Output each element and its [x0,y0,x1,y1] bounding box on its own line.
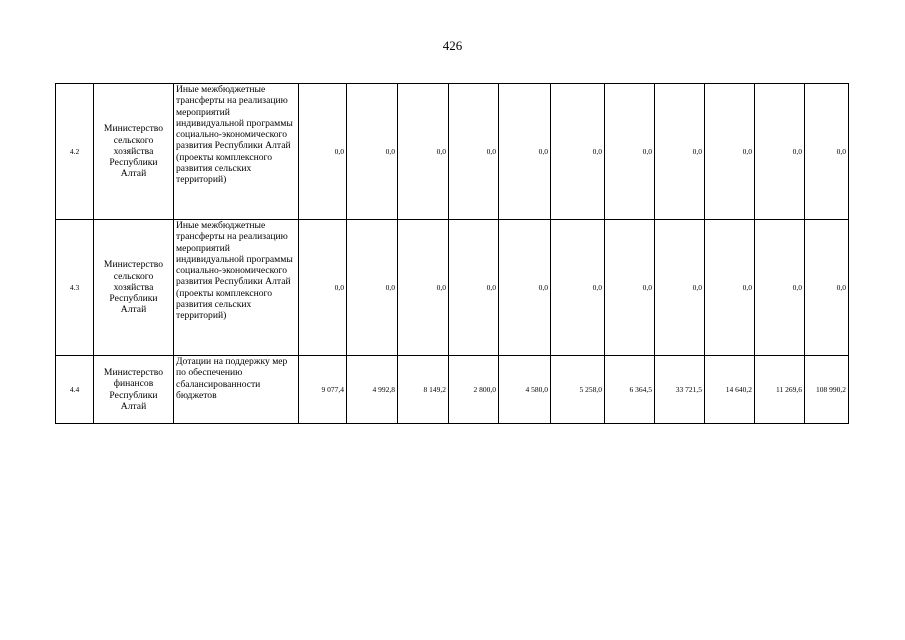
organization-cell: Министерство сельского хозяйства Республики Алтай [94,220,174,356]
description-cell: Иные межбюджетные трансферты на реализацию мероприятий индивидуальной программы социально-экономического развития Республики Алтай (проекты комплексного развития сельских территорий) [174,220,299,356]
value-cell: 0,0 [705,220,755,356]
row-number: 4.4 [56,356,94,424]
value-cell: 0,0 [299,220,347,356]
value-cell: 0,0 [499,220,551,356]
value-cell: 0,0 [299,84,347,220]
value-cell: 4 580,0 [499,356,551,424]
value-cell: 0,0 [347,84,398,220]
table-row [56,356,849,424]
budget-table [55,83,849,424]
value-cell: 0,0 [347,220,398,356]
value-cell: 2 800,0 [449,356,499,424]
value-cell: 4 992,8 [347,356,398,424]
description-cell: Иные межбюджетные трансферты на реализацию мероприятий индивидуальной программы социально-экономического развития Республики Алтай (проекты комплексного развития сельских территорий) [174,84,299,220]
organization-cell: Министерство финансов Республики Алтай [94,356,174,424]
value-cell: 14 640,2 [705,356,755,424]
value-cell: 0,0 [605,220,655,356]
value-cell: 5 258,0 [551,356,605,424]
value-cell: 0,0 [605,84,655,220]
value-cell: 11 269,6 [755,356,805,424]
value-cell: 0,0 [805,220,849,356]
value-cell: 8 149,2 [398,356,449,424]
value-cell: 0,0 [551,84,605,220]
value-cell: 6 364,5 [605,356,655,424]
value-cell: 0,0 [755,220,805,356]
value-cell: 0,0 [755,84,805,220]
value-cell: 9 077,4 [299,356,347,424]
value-cell: 0,0 [805,84,849,220]
table-row [56,220,849,356]
value-cell: 0,0 [655,84,705,220]
row-number: 4.2 [56,84,94,220]
row-number: 4.3 [56,220,94,356]
value-cell: 0,0 [655,220,705,356]
value-cell: 0,0 [551,220,605,356]
value-cell: 33 721,5 [655,356,705,424]
table-row [56,84,849,220]
value-cell: 0,0 [449,220,499,356]
value-cell: 0,0 [499,84,551,220]
page-number: 426 [442,38,463,53]
value-cell: 0,0 [449,84,499,220]
value-cell: 0,0 [705,84,755,220]
value-cell: 0,0 [398,84,449,220]
organization-cell: Министерство сельского хозяйства Республики Алтай [94,84,174,220]
value-cell: 0,0 [398,220,449,356]
value-cell: 108 990,2 [805,356,849,424]
description-cell: Дотации на поддержку мер по обеспечению сбалансированности бюджетов [174,356,299,424]
